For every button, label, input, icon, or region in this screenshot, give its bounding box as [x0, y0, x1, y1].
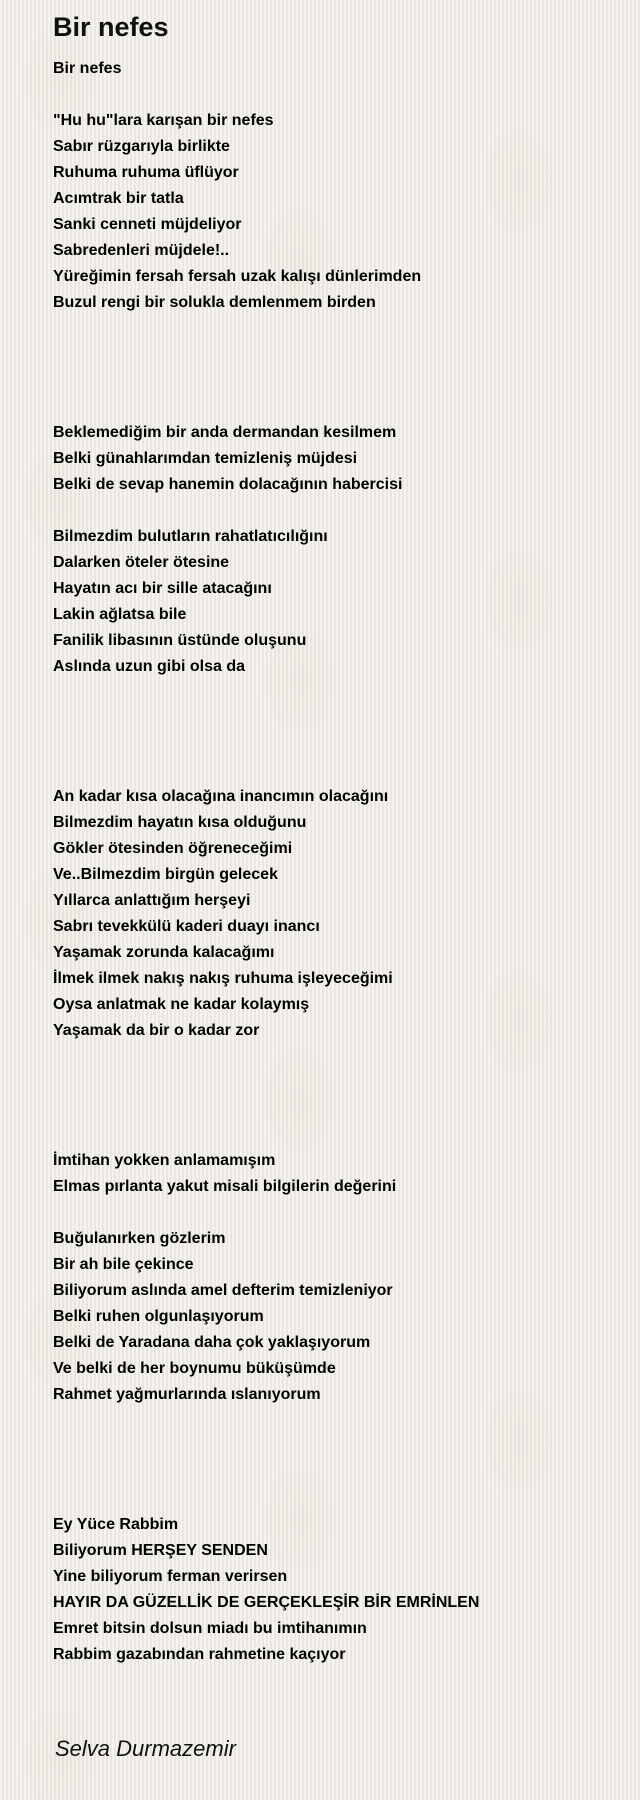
poem-blank-line — [53, 758, 613, 784]
poem-blank-line — [53, 1122, 613, 1148]
poem-blank-line — [53, 706, 613, 732]
poem-line: Yaşamak da bir o kadar zor — [53, 1022, 260, 1039]
poem-line: Buzul rengi bir solukla demlenmem birden — [53, 294, 376, 311]
poem-line: HAYIR DA GÜZELLİK DE GERÇEKLEŞİR BİR EMRİNLEN — [53, 1594, 480, 1611]
poem-blank-line — [53, 82, 613, 108]
poem-line: Biliyorum aslında amel defterim temizleniyor — [53, 1282, 393, 1299]
poem-line: Belki ruhen olgunlaşıyorum — [53, 1308, 264, 1325]
poem-blank-line — [53, 368, 613, 394]
poem-line: Buğulanırken gözlerim — [53, 1230, 226, 1247]
poem-line: Dalarken öteler ötesine — [53, 554, 230, 571]
poem-line: Fanilik libasının üstünde oluşunu — [53, 632, 307, 649]
poem-blank-line — [53, 342, 613, 368]
poem-line: Rahmet yağmurlarında ıslanıyorum — [53, 1386, 321, 1403]
poem-line: Sabır rüzgarıyla birlikte — [53, 138, 230, 155]
poem-title: Bir nefes — [53, 12, 169, 42]
poem-line: "Hu hu"lara karışan bir nefes — [53, 112, 274, 129]
poem-line: Elmas pırlanta yakut misali bilgilerin değerini — [53, 1178, 397, 1195]
poem-line: Emret bitsin dolsun miadı bu imtihanımın — [53, 1620, 367, 1637]
poem-line: Biliyorum HERŞEY SENDEN — [53, 1542, 268, 1559]
poem-line: Sabredenleri müjdele!.. — [53, 242, 230, 259]
poem-blank-line — [53, 316, 613, 342]
poem-blank-line — [53, 1460, 613, 1486]
poem-blank-line — [53, 732, 613, 758]
poem-line: Yine biliyorum ferman verirsen — [53, 1568, 288, 1585]
poem-line: İlmek ilmek nakış nakış ruhuma işleyeceğimi — [53, 970, 393, 987]
poem-line: Aslında uzun gibi olsa da — [53, 658, 246, 675]
poem-blank-line — [53, 1408, 613, 1434]
poem-line: Acımtrak bir tatla — [53, 190, 184, 207]
poem-line: Belki de sevap hanemin dolacağının habercisi — [53, 476, 403, 493]
poem-line: Oysa anlatmak ne kadar kolaymış — [53, 996, 310, 1013]
poem-line: İmtihan yokken anlamamışım — [53, 1152, 276, 1169]
poem-line: Ve belki de her boynumu büküşümde — [53, 1360, 336, 1377]
poem-line: Ey Yüce Rabbim — [53, 1516, 179, 1533]
poem-line: Rabbim gazabından rahmetine kaçıyor — [53, 1646, 346, 1663]
poem-line: Sanki cenneti müjdeliyor — [53, 216, 242, 233]
poem-blank-line — [53, 498, 613, 524]
poem-blank-line — [53, 1070, 613, 1096]
poem-line: Gökler ötesinden öğreneceğimi — [53, 840, 293, 857]
poem-line: An kadar kısa olacağına inancımın olacağını — [53, 788, 389, 805]
poem-line: Lakin ağlatsa bile — [53, 606, 187, 623]
poem-line: Bir ah bile çekince — [53, 1256, 194, 1273]
poem-blank-line — [53, 1200, 613, 1226]
poem-blank-line — [53, 1434, 613, 1460]
poem-author[interactable]: Selva Durmazemir — [55, 1736, 236, 1761]
poem-body — [53, 56, 613, 1668]
poem-blank-line — [53, 394, 613, 420]
poem-line: Yüreğimin fersah fersah uzak kalışı dünlerimden — [53, 268, 422, 285]
poem-line: Bir nefes — [53, 60, 122, 77]
poem-line: Bilmezdim hayatın kısa olduğunu — [53, 814, 307, 831]
poem-container — [53, 0, 613, 1668]
poem-line: Belki de Yaradana daha çok yaklaşıyorum — [53, 1334, 371, 1351]
poem-line: Sabrı tevekkülü kaderi duayı inancı — [53, 918, 320, 935]
poem-line: Yıllarca anlattığım herşeyi — [53, 892, 251, 909]
poem-blank-line — [53, 1044, 613, 1070]
poem-line: Yaşamak zorunda kalacağımı — [53, 944, 275, 961]
poem-line: Bilmezdim bulutların rahatlatıcılığını — [53, 528, 328, 545]
poem-blank-line — [53, 1096, 613, 1122]
poem-blank-line — [53, 1486, 613, 1512]
poem-line: Ve..Bilmezdim birgün gelecek — [53, 866, 278, 883]
poem-blank-line — [53, 680, 613, 706]
poem-line: Hayatın acı bir sille atacağını — [53, 580, 272, 597]
poem-line: Belki günahlarımdan temizleniş müjdesi — [53, 450, 358, 467]
poem-line: Beklemediğim bir anda dermandan kesilmem — [53, 424, 397, 441]
poem-line: Ruhuma ruhuma üflüyor — [53, 164, 239, 181]
